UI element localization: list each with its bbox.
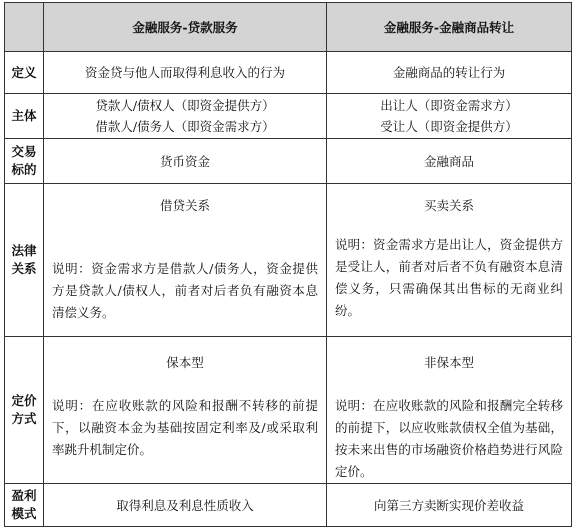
legal-label-line-2: 关系	[11, 261, 37, 276]
pricing-label	[5, 337, 44, 484]
loan-object: 货币资金	[44, 139, 327, 184]
transfer-subject-cell	[327, 94, 572, 139]
transfer-legal-title: 买卖关系	[423, 198, 474, 213]
transfer-seller-text: 出让人（即资金需求方）	[380, 98, 518, 113]
pricing-row	[5, 337, 572, 484]
profit-row	[5, 484, 572, 527]
loan-pricing-title: 保本型	[166, 355, 204, 370]
object-row	[5, 139, 572, 184]
comparison-table	[4, 2, 572, 527]
definition-row	[5, 52, 572, 94]
subject-row	[5, 94, 572, 139]
transfer-pricing-title: 非保本型	[423, 355, 474, 370]
transfer-legal-cell	[327, 184, 572, 337]
transfer-pricing-note: 说明：在应收账款的风险和报酬完全转移的前提下，以应收账款债权全值为基础，按未来出售的市场融资价格趋势进行风险定价。	[335, 398, 563, 479]
loan-subject-cell	[44, 94, 327, 139]
object-label	[5, 139, 44, 184]
transfer-service-header: 金融服务-金融商品转让	[327, 3, 572, 52]
transfer-buyer-text: 受让人（即资金提供方）	[380, 119, 518, 134]
loan-legal-note: 说明：资金需求方是借款人/债务人，资金提供方是贷款人/债权人，前者对后者负有融资本息清偿义务。	[52, 261, 318, 320]
loan-pricing-cell	[44, 337, 327, 484]
loan-borrower-text: 借款人/债务人（即资金需求方）	[95, 119, 275, 134]
profit-label-line-2: 模式	[11, 506, 37, 521]
header-row	[5, 3, 572, 52]
subject-label: 主体	[5, 94, 44, 139]
loan-legal-cell	[44, 184, 327, 337]
pricing-label-line-2: 方式	[11, 411, 37, 426]
loan-legal-title: 借贷关系	[159, 198, 210, 213]
loan-lender-text: 贷款人/债权人（即资金提供方）	[95, 98, 275, 113]
loan-pricing-note: 说明：在应收账款的风险和报酬不转移的前提下，以融资本金为基础按固定利率及/或采取利率跳升机制定价。	[52, 398, 318, 457]
definition-label: 定义	[5, 52, 44, 94]
object-label-line-2: 标的	[11, 162, 37, 177]
object-label-line-1: 交易	[11, 144, 37, 159]
transfer-definition: 金融商品的转让行为	[327, 52, 572, 94]
transfer-legal-note: 说明：资金需求方是出让人，资金提供方是受让人，前者对后者不负有融资本息清偿义务，只需确保其出售标的无商业纠纷。	[335, 237, 563, 318]
legal-label	[5, 184, 44, 337]
loan-definition: 资金贷与他人而取得利息收入的行为	[44, 52, 327, 94]
loan-profit: 取得利息及利息性质收入	[44, 484, 327, 527]
transfer-pricing-cell	[327, 337, 572, 484]
legal-label-line-1: 法律	[11, 243, 37, 258]
profit-label	[5, 484, 44, 527]
legal-row	[5, 184, 572, 337]
transfer-profit: 向第三方卖断实现价差收益	[327, 484, 572, 527]
loan-service-header: 金融服务-贷款服务	[44, 3, 327, 52]
transfer-object: 金融商品	[327, 139, 572, 184]
corner-header-cell	[5, 3, 44, 52]
profit-label-line-1: 盈利	[11, 488, 37, 503]
pricing-label-line-1: 定价	[11, 393, 37, 408]
